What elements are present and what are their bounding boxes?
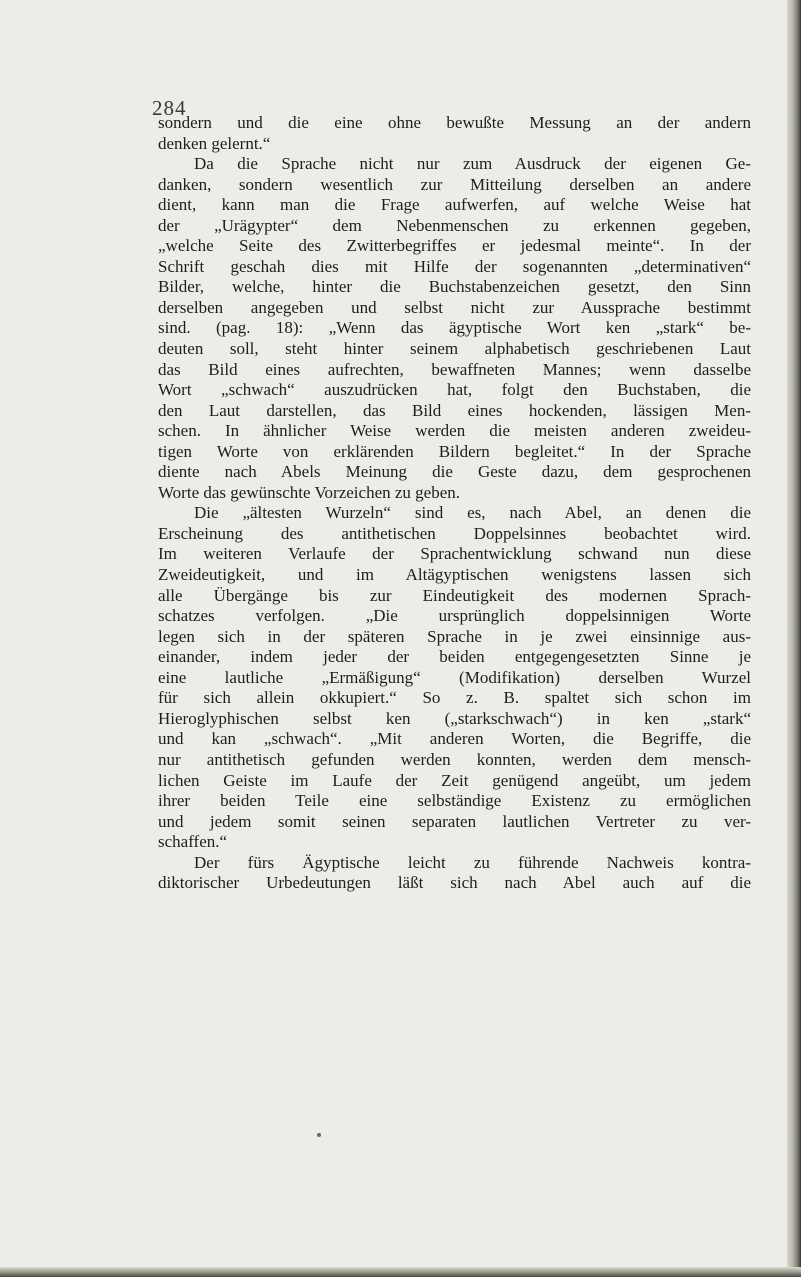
text-line: und jedem somit seinen separaten lautlichen Vertreter zu ver- xyxy=(158,811,751,831)
text-line: legen sich in der späteren Sprache in je zwei einsinnige aus- xyxy=(158,626,751,646)
text-line: alle Übergänge bis zur Eindeutigkeit des modernen Sprach- xyxy=(158,585,751,605)
text-line: und kan „schwach“. „Mit anderen Worten, die Begriffe, die xyxy=(158,729,751,749)
text-line: dient, kann man die Frage aufwerfen, auf welche Weise hat xyxy=(158,195,751,215)
print-speck xyxy=(317,1133,321,1137)
text-line: Bilder, welche, hinter die Buchstabenzeichen gesetzt, den Sinn xyxy=(158,277,751,297)
text-line: danken, sondern wesentlich zur Mitteilung derselben an andere xyxy=(158,174,751,194)
text-line: Erscheinung des antithetischen Doppelsinnes beobachtet wird. xyxy=(158,523,751,543)
text-line: nur antithetisch gefunden werden konnten, werden dem mensch- xyxy=(158,749,751,769)
text-line: Die „ältesten Wurzeln“ sind es, nach Abel, an denen die xyxy=(194,503,751,523)
text-line: Worte das gewünschte Vorzeichen zu geben. xyxy=(158,482,461,502)
text-line: Da die Sprache nicht nur zum Ausdruck der eigenen Ge- xyxy=(194,154,751,174)
body-text xyxy=(158,113,751,894)
text-line: eine lautliche „Ermäßigung“ (Modifikation) derselben Wurzel xyxy=(158,667,751,687)
text-line: derselben angegeben und selbst nicht zur Aussprache bestimmt xyxy=(158,297,751,317)
text-line: ihrer beiden Teile eine selbständige Existenz zu ermöglichen xyxy=(158,791,751,811)
text-line: schatzes verfolgen. „Die ursprünglich doppelsinnigen Worte xyxy=(158,606,751,626)
page-number: 284 xyxy=(152,96,187,120)
text-line: Wort „schwach“ auszudrücken hat, folgt den Buchstaben, die xyxy=(158,380,751,400)
text-line: sind. (pag. 18): „Wenn das ägyptische Wort ken „stark“ be- xyxy=(158,318,751,338)
text-line: für sich allein okkupiert.“ So z. B. spaltet sich schon im xyxy=(158,688,751,708)
text-line: „welche Seite des Zwitterbegriffes er jedesmal meinte“. In der xyxy=(158,236,751,256)
text-line: das Bild eines aufrechten, bewaffneten Mannes; wenn dasselbe xyxy=(158,359,751,379)
text-line: deuten soll, steht hinter seinem alphabetisch geschriebenen Laut xyxy=(158,339,751,359)
text-line: diktorischer Urbedeutungen läßt sich nach Abel auch auf die xyxy=(158,873,751,893)
text-line: diente nach Abels Meinung die Geste dazu, dem gesprochenen xyxy=(158,462,751,482)
page-bottom-edge xyxy=(0,1267,801,1277)
text-line: sondern und die eine ohne bewußte Messung an der andern xyxy=(158,113,751,132)
text-line: Im weiteren Verlaufe der Sprachentwicklung schwand nun diese xyxy=(158,544,751,564)
text-line: einander, indem jeder der beiden entgegengesetzten Sinne je xyxy=(158,647,751,667)
text-line: tigen Worte von erklärenden Bildern begleitet.“ In der Sprache xyxy=(158,441,751,461)
text-line: den Laut darstellen, das Bild eines hockenden, lässigen Men- xyxy=(158,400,751,420)
text-line: lichen Geiste im Laufe der Zeit genügend angeübt, um jedem xyxy=(158,770,751,790)
text-line: schen. In ähnlicher Weise werden die meisten anderen zweideu- xyxy=(158,421,751,441)
text-line: Hieroglyphischen selbst ken („starkschwach“) in ken „stark“ xyxy=(158,708,751,728)
text-line: Der fürs Ägyptische leicht zu führende Nachweis kontra- xyxy=(194,852,751,872)
text-line: Schrift geschah dies mit Hilfe der sogenannten „determinativen“ xyxy=(158,256,751,276)
text-line: schaffen.“ xyxy=(158,832,228,852)
text-line: Zweideutigkeit, und im Altägyptischen wenigstens lassen sich xyxy=(158,565,751,585)
text-line: der „Urägypter“ dem Nebenmenschen zu erkennen gegeben, xyxy=(158,215,751,235)
text-line: denken gelernt.“ xyxy=(158,133,271,153)
page-edge-shadow xyxy=(787,0,801,1277)
